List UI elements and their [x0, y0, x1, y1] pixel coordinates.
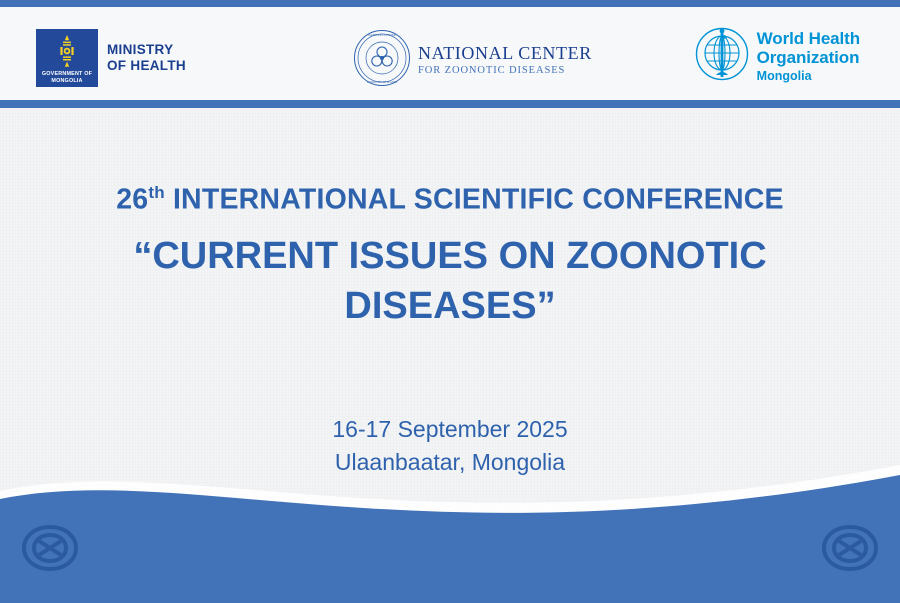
slide-header — [0, 7, 900, 100]
nczd-logo — [353, 29, 592, 87]
ministry-of-health-logo — [36, 29, 186, 87]
ministry-of-health-label — [107, 42, 186, 74]
emblem-caption: GOVERNMENT OF MONGOLIA — [41, 71, 93, 84]
svg-text:ZOONOTIC DISEASES: ZOONOTIC DISEASES — [366, 80, 398, 84]
nczd-label-line1: NATIONAL CENTER — [418, 42, 592, 63]
who-label-line2: Organization — [756, 48, 860, 67]
event-date: 16-17 September 2025 — [332, 416, 568, 442]
ulzii-knot-right-icon — [814, 517, 886, 579]
conference-ordinal: 26 — [116, 183, 149, 216]
ministry-label-line1: MINISTRY — [107, 42, 174, 57]
conference-subtitle: INTERNATIONAL SCIENTIFIC CONFERENCE — [172, 183, 784, 216]
page-title: “CURRENT ISSUES ON ZOONOTIC DISEASES” — [133, 234, 767, 327]
nczd-seal-icon — [353, 29, 411, 87]
title-block — [0, 176, 900, 331]
who-label — [757, 27, 860, 85]
event-location: Ulaanbaatar, Mongolia — [334, 449, 566, 475]
nczd-label-line2: FOR ZOONOTIC DISEASES — [418, 64, 566, 76]
slide-body — [0, 108, 900, 603]
who-emblem-icon — [695, 27, 749, 86]
who-country-label: Mongolia — [756, 69, 812, 83]
soyombo-icon — [55, 34, 79, 68]
nczd-label — [418, 39, 592, 78]
top-accent-bar — [0, 0, 900, 7]
who-label-line1: World Health — [756, 29, 860, 48]
bottom-wave-decoration — [0, 443, 900, 603]
conference-ordinal-suffix: th — [148, 183, 165, 202]
mongolia-state-emblem-icon — [36, 29, 98, 87]
svg-text:NATIONAL CENTER: NATIONAL CENTER — [368, 33, 396, 37]
who-logo — [695, 27, 860, 86]
ministry-label-line2: OF HEALTH — [107, 58, 186, 73]
header-divider — [0, 100, 900, 108]
ulzii-knot-left-icon — [14, 517, 86, 579]
conference-number-line — [0, 176, 900, 217]
